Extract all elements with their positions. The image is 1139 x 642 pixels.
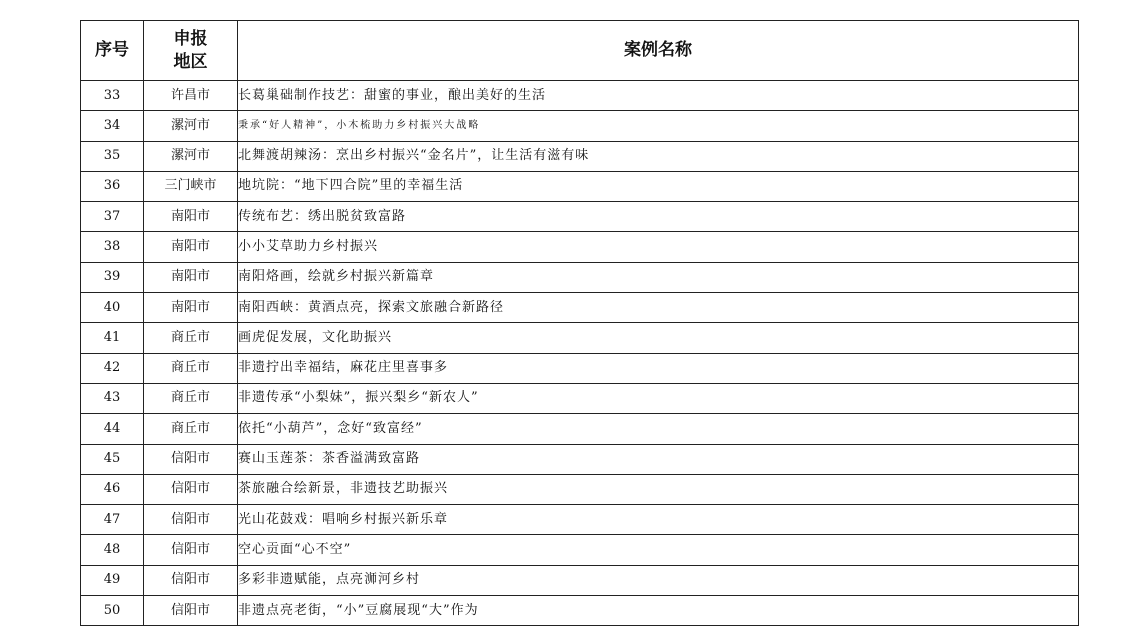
cell-case-name: 多彩非遗赋能，点亮浉河乡村 (238, 565, 1079, 595)
cell-case-name: 赛山玉莲茶：茶香溢满致富路 (238, 444, 1079, 474)
cell-region: 漯河市 (144, 111, 238, 141)
cell-case-name: 北舞渡胡辣汤：烹出乡村振兴“金名片”，让生活有滋有味 (238, 141, 1079, 171)
header-region-line2: 地区 (173, 51, 208, 72)
table-row (81, 293, 1079, 323)
cell-region: 信阳市 (144, 596, 238, 626)
cell-case-name: 空心贡面“心不空” (238, 535, 1079, 565)
table-row (81, 444, 1079, 474)
table-row (81, 535, 1079, 565)
cell-case-name: 光山花鼓戏：唱响乡村振兴新乐章 (238, 505, 1079, 535)
table-row (81, 596, 1079, 626)
cell-region: 信阳市 (144, 444, 238, 474)
case-list-table (80, 20, 1079, 626)
cell-seq: 49 (81, 565, 144, 595)
cell-seq: 34 (81, 111, 144, 141)
header-region-line1: 申报 (173, 29, 208, 50)
table-row (81, 111, 1079, 141)
cell-seq: 33 (81, 81, 144, 111)
table-row (81, 414, 1079, 444)
cell-region: 信阳市 (144, 474, 238, 504)
cell-seq: 39 (81, 262, 144, 292)
cell-region: 南阳市 (144, 293, 238, 323)
cell-region: 南阳市 (144, 262, 238, 292)
cell-case-name: 非遗点亮老街，“小”豆腐展现“大”作为 (238, 596, 1079, 626)
cell-region: 南阳市 (144, 232, 238, 262)
table-row (81, 81, 1079, 111)
cell-region: 商丘市 (144, 353, 238, 383)
cell-case-name: 画虎促发展，文化助振兴 (238, 323, 1079, 353)
cell-region: 漯河市 (144, 141, 238, 171)
cell-case-name: 南阳烙画，绘就乡村振兴新篇章 (238, 262, 1079, 292)
cell-seq: 41 (81, 323, 144, 353)
header-seq: 序号 (81, 21, 144, 81)
cell-case-name: 茶旅融合绘新景，非遗技艺助振兴 (238, 474, 1079, 504)
cell-case-name: 非遗传承“小梨妹”，振兴梨乡“新农人” (238, 383, 1079, 413)
header-region (144, 21, 238, 81)
cell-region: 三门峡市 (144, 171, 238, 201)
cell-region: 信阳市 (144, 565, 238, 595)
cell-seq: 35 (81, 141, 144, 171)
cell-region: 商丘市 (144, 383, 238, 413)
cell-case-name: 秉承“好人精神”，小木梳助力乡村振兴大战略 (238, 111, 1079, 141)
cell-region: 信阳市 (144, 535, 238, 565)
cell-region: 商丘市 (144, 323, 238, 353)
cell-region: 许昌市 (144, 81, 238, 111)
cell-case-name: 非遗拧出幸福结，麻花庄里喜事多 (238, 353, 1079, 383)
cell-case-name: 依托“小葫芦”，念好“致富经” (238, 414, 1079, 444)
cell-seq: 36 (81, 171, 144, 201)
table-row (81, 323, 1079, 353)
cell-seq: 46 (81, 474, 144, 504)
cell-seq: 43 (81, 383, 144, 413)
table-row (81, 202, 1079, 232)
table-row (81, 565, 1079, 595)
cell-seq: 37 (81, 202, 144, 232)
cell-seq: 40 (81, 293, 144, 323)
table-row (81, 232, 1079, 262)
cell-region: 南阳市 (144, 202, 238, 232)
cell-case-name: 传统布艺：绣出脱贫致富路 (238, 202, 1079, 232)
cell-seq: 42 (81, 353, 144, 383)
table-row (81, 141, 1079, 171)
table-row (81, 505, 1079, 535)
cell-seq: 38 (81, 232, 144, 262)
cell-case-name: 地坑院：“地下四合院”里的幸福生活 (238, 171, 1079, 201)
table-body (81, 81, 1079, 626)
cell-seq: 45 (81, 444, 144, 474)
cell-region: 商丘市 (144, 414, 238, 444)
cell-seq: 48 (81, 535, 144, 565)
table-header-row (81, 21, 1079, 81)
cell-seq: 47 (81, 505, 144, 535)
header-case-name: 案例名称 (238, 21, 1079, 81)
table-row (81, 171, 1079, 201)
table-row (81, 262, 1079, 292)
cell-seq: 44 (81, 414, 144, 444)
cell-seq: 50 (81, 596, 144, 626)
cell-case-name: 南阳西峡：黄酒点亮，探索文旅融合新路径 (238, 293, 1079, 323)
table-row (81, 474, 1079, 504)
table-row (81, 383, 1079, 413)
cell-case-name: 长葛巢础制作技艺：甜蜜的事业，酿出美好的生活 (238, 81, 1079, 111)
cell-case-name: 小小艾草助力乡村振兴 (238, 232, 1079, 262)
table-row (81, 353, 1079, 383)
cell-region: 信阳市 (144, 505, 238, 535)
